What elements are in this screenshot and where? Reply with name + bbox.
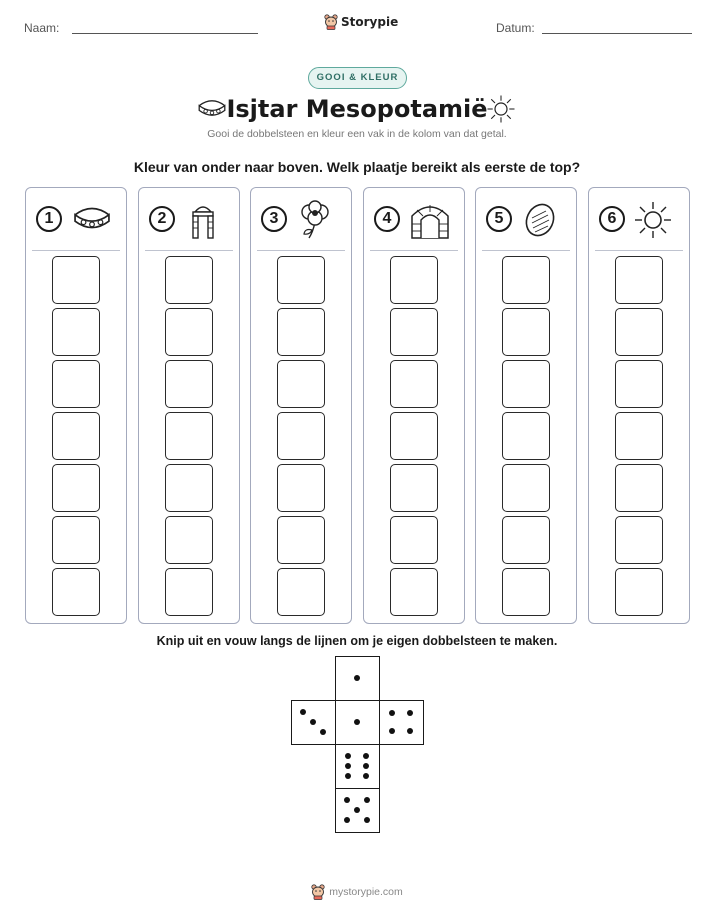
dice-face: [335, 656, 380, 701]
dice-pip: [389, 710, 395, 716]
dice-pip: [310, 719, 316, 725]
color-cell[interactable]: [277, 464, 325, 512]
dice-face: [335, 788, 380, 833]
dice-pip: [320, 729, 326, 735]
dice-pip: [364, 817, 370, 823]
color-cell[interactable]: [502, 256, 550, 304]
column-divider: [482, 250, 570, 251]
subtitle: Gooi de dobbelsteen en kleur een vak in de kolom van dat getal.: [207, 128, 507, 140]
dice-pip: [363, 763, 369, 769]
dice-pip: [407, 728, 413, 734]
date-label: Datum:: [496, 21, 535, 35]
column-header: [589, 200, 689, 242]
color-cell[interactable]: [390, 256, 438, 304]
color-cell[interactable]: [390, 412, 438, 460]
color-cell[interactable]: [502, 360, 550, 408]
column-divider: [595, 250, 683, 251]
cut-instruction: Knip uit en vouw langs de lijnen om je eigen dobbelsteen te maken.: [156, 634, 558, 648]
column-header: [364, 200, 464, 242]
column-divider: [257, 250, 345, 251]
column-header: [251, 200, 351, 242]
color-cell[interactable]: [502, 568, 550, 616]
column-3: [250, 187, 352, 624]
color-cell[interactable]: [277, 568, 325, 616]
color-cell[interactable]: [165, 516, 213, 564]
title-row: [0, 92, 714, 126]
gate-arch-icon: [183, 200, 223, 245]
color-cell[interactable]: [615, 308, 663, 356]
sun-icon: [633, 200, 673, 245]
color-cell[interactable]: [165, 360, 213, 408]
number-circle: 4: [374, 206, 400, 232]
color-cell[interactable]: [277, 360, 325, 408]
color-cell[interactable]: [390, 360, 438, 408]
color-cell[interactable]: [277, 412, 325, 460]
color-cell[interactable]: [277, 308, 325, 356]
color-cell[interactable]: [52, 256, 100, 304]
footer: [0, 884, 714, 900]
color-cell[interactable]: [277, 256, 325, 304]
color-cell[interactable]: [615, 256, 663, 304]
color-cell[interactable]: [502, 516, 550, 564]
number-circle: 2: [149, 206, 175, 232]
color-cell[interactable]: [165, 412, 213, 460]
page-title: Isjtar Mesopotamië: [226, 95, 488, 123]
column-header: [476, 200, 576, 242]
color-cell[interactable]: [502, 464, 550, 512]
column-divider: [145, 250, 233, 251]
dice-pip: [354, 807, 360, 813]
date-line[interactable]: [542, 33, 692, 34]
dice-pip: [300, 709, 306, 715]
dice-face: [335, 700, 380, 745]
color-cell[interactable]: [390, 464, 438, 512]
color-cell[interactable]: [390, 568, 438, 616]
column-2: [138, 187, 240, 624]
color-cell[interactable]: [52, 464, 100, 512]
dice-pip: [345, 773, 351, 779]
sun-icon: [486, 94, 516, 129]
stone-archway-icon: [408, 200, 452, 245]
color-cell[interactable]: [277, 516, 325, 564]
color-cell[interactable]: [52, 412, 100, 460]
color-cell[interactable]: [390, 308, 438, 356]
column-1: [25, 187, 127, 624]
number-circle: 5: [486, 206, 512, 232]
column-header: [26, 200, 126, 242]
color-cell[interactable]: [615, 360, 663, 408]
storypie-logo-icon: [311, 884, 325, 900]
bracelet-icon: [70, 200, 114, 241]
color-cell[interactable]: [615, 516, 663, 564]
dice-pip: [344, 817, 350, 823]
color-cell[interactable]: [165, 464, 213, 512]
name-label: Naam:: [24, 21, 60, 35]
color-cell[interactable]: [165, 308, 213, 356]
color-cell[interactable]: [615, 568, 663, 616]
color-cell[interactable]: [390, 516, 438, 564]
dice-pip: [363, 753, 369, 759]
color-cell[interactable]: [165, 568, 213, 616]
dice-pip: [345, 763, 351, 769]
dice-face: [379, 700, 424, 745]
color-cell[interactable]: [52, 360, 100, 408]
dice-pip: [364, 797, 370, 803]
color-cell[interactable]: [502, 412, 550, 460]
number-circle: 1: [36, 206, 62, 232]
brand: [324, 14, 398, 30]
dice-pip: [354, 719, 360, 725]
dice-face: [335, 744, 380, 789]
dice-face: [291, 700, 336, 745]
dice-pip: [344, 797, 350, 803]
number-circle: 3: [261, 206, 287, 232]
header: [0, 14, 714, 44]
footer-url[interactable]: mystorypie.com: [329, 886, 403, 898]
name-line[interactable]: [72, 33, 258, 34]
color-cell[interactable]: [52, 308, 100, 356]
column-4: [363, 187, 465, 624]
color-cell[interactable]: [52, 516, 100, 564]
clay-tablet-icon: [520, 200, 560, 245]
column-5: [475, 187, 577, 624]
brand-name: Storypie: [341, 15, 399, 29]
column-divider: [370, 250, 458, 251]
number-circle: 6: [599, 206, 625, 232]
dice-pip: [363, 773, 369, 779]
dice-pip: [407, 710, 413, 716]
color-cell[interactable]: [502, 308, 550, 356]
category-badge: GOOI & KLEUR: [308, 67, 407, 89]
poppy-flower-icon: [295, 200, 335, 245]
column-header: [139, 200, 239, 242]
column-6: [588, 187, 690, 624]
color-cell[interactable]: [52, 568, 100, 616]
color-cell[interactable]: [615, 464, 663, 512]
dice-pip: [354, 675, 360, 681]
dice-pip: [345, 753, 351, 759]
color-cell[interactable]: [165, 256, 213, 304]
storypie-logo-icon: [324, 14, 338, 30]
column-divider: [32, 250, 120, 251]
color-cell[interactable]: [615, 412, 663, 460]
dice-pip: [389, 728, 395, 734]
instruction: Kleur van onder naar boven. Welk plaatje bereikt als eerste de top?: [133, 159, 581, 175]
